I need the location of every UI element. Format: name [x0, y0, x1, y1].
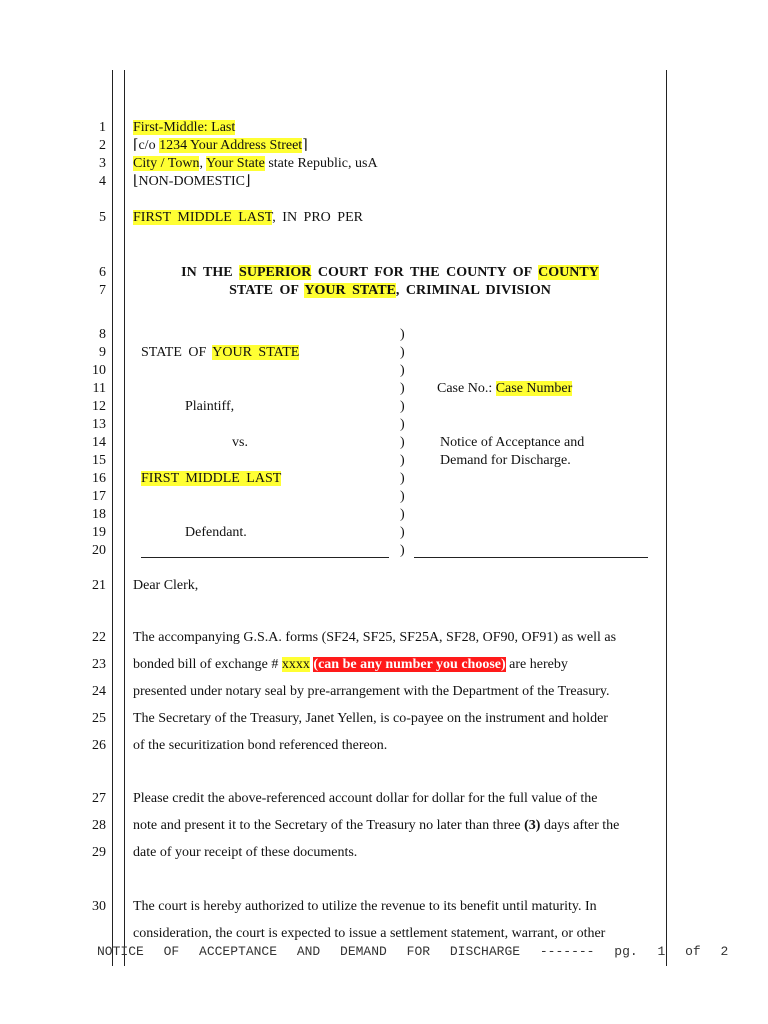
body-line: The accompanying G.S.A. forms (SF24, SF25, SF25A, SF28, OF90, OF91) as well as	[133, 630, 617, 645]
body-line: Please credit the above-referenced account dollar for dollar for the full value of the	[133, 791, 598, 806]
caption-state-prefix: STATE OF	[229, 283, 305, 298]
state-text: Your State	[205, 156, 265, 171]
defendant-name-text: FIRST MIDDLE LAST	[141, 471, 282, 486]
page-footer: NOTICE OF ACCEPTANCE AND DEMAND FOR DISCHARGE ------- pg. 1 of 2	[97, 944, 729, 959]
body-line: date of your receipt of these documents.	[133, 845, 358, 860]
caption-bracket: )	[400, 399, 405, 414]
party-address	[133, 137, 308, 155]
city-separator: ,	[199, 156, 206, 171]
line-number: 16	[92, 471, 106, 486]
caption-bracket: )	[400, 507, 405, 522]
caption-bracket: )	[400, 345, 405, 360]
case-number-value: Case Number	[495, 381, 573, 396]
salutation: Dear Clerk,	[133, 578, 199, 593]
line-number: 22	[92, 630, 106, 645]
case-number-line	[437, 380, 572, 398]
line-number: 30	[92, 899, 106, 914]
bill-prefix: bonded bill of exchange #	[133, 657, 282, 672]
bill-number-note: (can be any number you choose)	[313, 657, 506, 672]
city-text: City / Town	[133, 156, 200, 171]
party-name	[133, 119, 235, 137]
line-number: 29	[92, 845, 106, 860]
line-number: 28	[92, 818, 106, 833]
pro-per-suffix: , IN PRO PER	[272, 210, 363, 225]
line-number: 27	[92, 791, 106, 806]
non-domestic-label: ⌊NON-DOMESTIC⌋	[133, 174, 251, 189]
party-name-text: First-Middle: Last	[133, 120, 236, 135]
bill-number: xxxx	[281, 657, 310, 672]
caption-bracket: )	[400, 417, 405, 432]
superior-text: SUPERIOR	[239, 265, 312, 280]
plaintiff-name	[141, 344, 299, 362]
left-margin-rule-inner	[124, 70, 125, 966]
body-line: of the securitization bond referenced thereon.	[133, 738, 388, 753]
caption-bracket: )	[400, 525, 405, 540]
line-number: 25	[92, 711, 106, 726]
line-number: 26	[92, 738, 106, 753]
caption-prefix: IN THE	[181, 265, 240, 280]
right-margin-rule	[666, 70, 667, 966]
defendant-name	[141, 470, 281, 488]
line-number: 19	[92, 525, 106, 540]
party-city-state	[133, 155, 378, 173]
line-number: 17	[92, 489, 106, 504]
caption-bracket: )	[400, 489, 405, 504]
line-number: 5	[99, 210, 106, 225]
county-text: COUNTY	[538, 265, 599, 280]
body-line: The Secretary of the Treasury, Janet Yellen, is co-payee on the instrument and holder	[133, 711, 608, 726]
body-line	[133, 656, 568, 674]
body-line: The court is hereby authorized to utilize the revenue to its benefit until maturity. In	[133, 899, 597, 914]
line-number: 4	[99, 174, 106, 189]
line-number: 6	[99, 265, 106, 280]
deadline-suffix: days after the	[540, 818, 620, 833]
court-caption-line-2	[145, 282, 635, 300]
caption-bracket: )	[400, 471, 405, 486]
line-number: 7	[99, 283, 106, 298]
plaintiff-label: Plaintiff,	[185, 399, 235, 414]
address-street: 1234 Your Address Street	[159, 138, 303, 153]
state-suffix: state Republic, usA	[264, 156, 378, 171]
line-number: 2	[99, 138, 106, 153]
line-number: 1	[99, 120, 106, 135]
case-number-label: Case No.:	[437, 381, 496, 396]
line-number: 20	[92, 543, 106, 558]
caption-bracket: )	[400, 453, 405, 468]
deadline-prefix: note and present it to the Secretary of the Treasury no later than three	[133, 818, 525, 833]
caption-bracket: )	[400, 363, 405, 378]
caption-bracket: )	[400, 327, 405, 342]
line-number: 13	[92, 417, 106, 432]
bill-suffix: are hereby	[505, 657, 568, 672]
defendant-label: Defendant.	[185, 525, 247, 540]
caption-bracket: )	[400, 381, 405, 396]
body-line	[133, 817, 619, 835]
document-title-line-2: Demand for Discharge.	[440, 453, 571, 468]
body-line: consideration, the court is expected to issue a settlement statement, warrant, or other	[133, 926, 606, 941]
line-number: 9	[99, 345, 106, 360]
court-caption-line-1	[145, 264, 635, 282]
line-number: 14	[92, 435, 106, 450]
line-number: 10	[92, 363, 106, 378]
address-prefix: ⌈c/o	[133, 138, 160, 153]
body-line: presented under notary seal by pre-arrangement with the Department of the Treasury.	[133, 684, 610, 699]
caption-bracket: )	[400, 543, 405, 558]
caption-bracket: )	[400, 435, 405, 450]
line-number: 21	[92, 578, 106, 593]
line-number: 8	[99, 327, 106, 342]
versus-label: vs.	[232, 435, 248, 450]
line-number: 23	[92, 657, 106, 672]
caption-underline-left	[141, 557, 389, 558]
pro-per-line	[133, 209, 363, 227]
line-number: 3	[99, 156, 106, 171]
caption-division: , CRIMINAL DIVISION	[395, 283, 551, 298]
plaintiff-prefix: STATE OF	[141, 345, 213, 360]
pro-per-name: FIRST MIDDLE LAST	[133, 210, 273, 225]
caption-mid: COURT FOR THE COUNTY OF	[311, 265, 539, 280]
line-number: 12	[92, 399, 106, 414]
line-number: 15	[92, 453, 106, 468]
deadline-days: (3)	[524, 818, 541, 833]
left-margin-rule-outer	[112, 70, 113, 966]
caption-state: YOUR STATE	[304, 283, 396, 298]
document-title-line-1: Notice of Acceptance and	[440, 435, 585, 450]
caption-underline-right	[414, 557, 648, 558]
plaintiff-state: YOUR STATE	[212, 345, 300, 360]
line-number: 11	[92, 381, 106, 396]
address-suffix: ⌉	[302, 138, 308, 153]
line-number: 18	[92, 507, 106, 522]
line-number: 24	[92, 684, 106, 699]
